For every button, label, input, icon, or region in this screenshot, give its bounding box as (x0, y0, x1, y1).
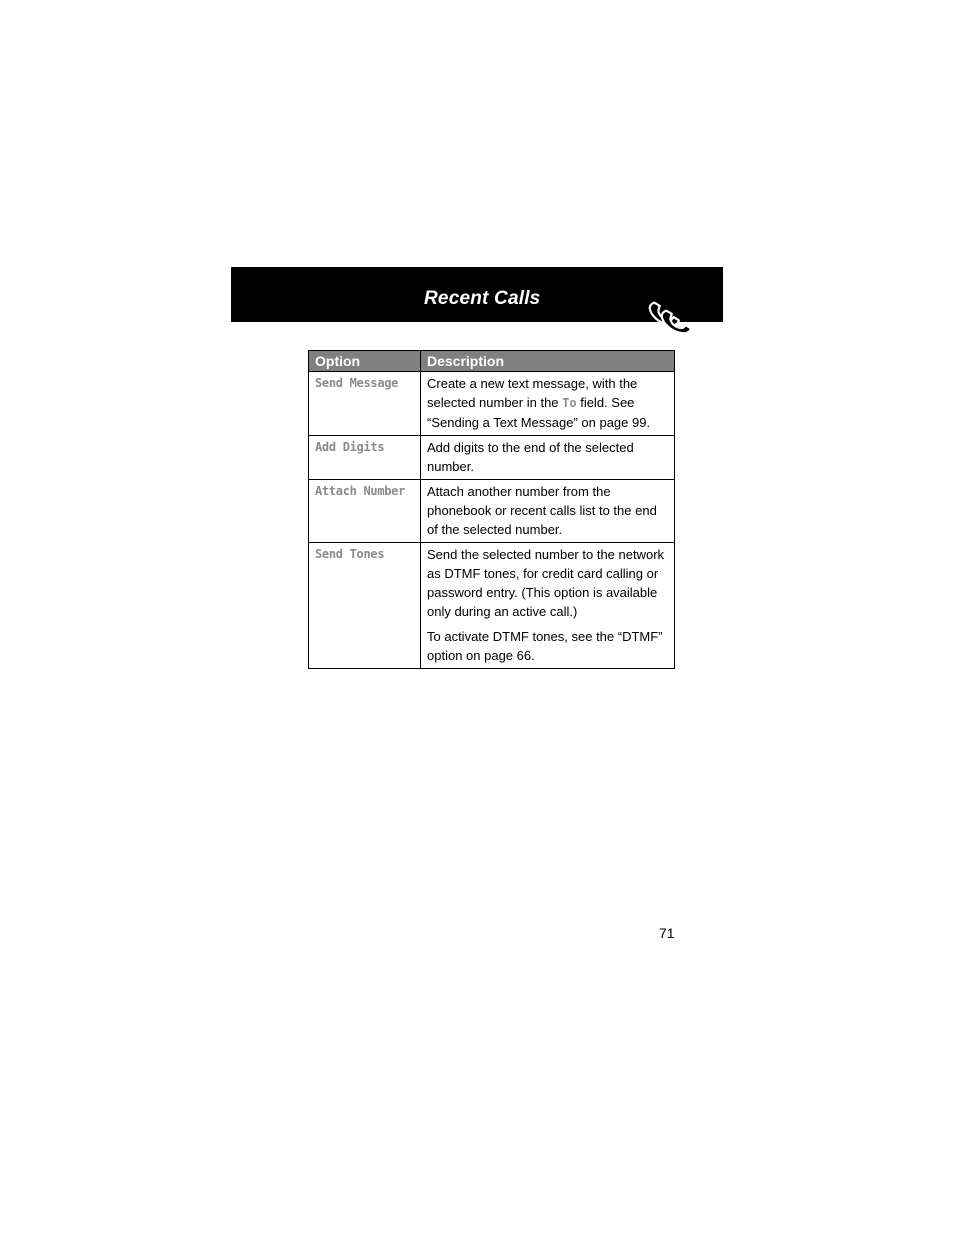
recent-calls-phone-icon (645, 292, 699, 340)
description-text: field. See “Sending a Text Message” on page 99. (427, 395, 651, 430)
column-header-description: Description (421, 351, 675, 372)
table-header-row (309, 351, 675, 372)
description-send-message (421, 372, 675, 436)
table-row (309, 480, 675, 543)
option-send-tones: Send Tones (309, 543, 421, 669)
table-row (309, 372, 675, 436)
description-text: Send the selected number to the network as DTMF tones, for credit card calling or password entry. (This option is available only during an active call.) (427, 547, 665, 619)
option-send-message: Send Message (309, 372, 421, 436)
options-table (308, 350, 675, 669)
column-header-option: Option (309, 351, 421, 372)
description-add-digits: Add digits to the end of the selected number. (421, 436, 675, 480)
chapter-title: Recent Calls (424, 288, 541, 309)
description-text: Create a new text message, with the selected number in the (427, 376, 638, 410)
description-send-tones (421, 543, 675, 669)
description-attach-number: Attach another number from the phonebook or recent calls list to the end of the selected number. (421, 480, 675, 543)
table-row (309, 436, 675, 480)
option-add-digits: Add Digits (309, 436, 421, 480)
option-attach-number: Attach Number (309, 480, 421, 543)
description-note: To activate DTMF tones, see the “DTMF” option on page 66. (427, 629, 663, 663)
table-row (309, 543, 675, 669)
to-field-label: To (562, 396, 577, 410)
page-number: 71 (659, 925, 675, 941)
